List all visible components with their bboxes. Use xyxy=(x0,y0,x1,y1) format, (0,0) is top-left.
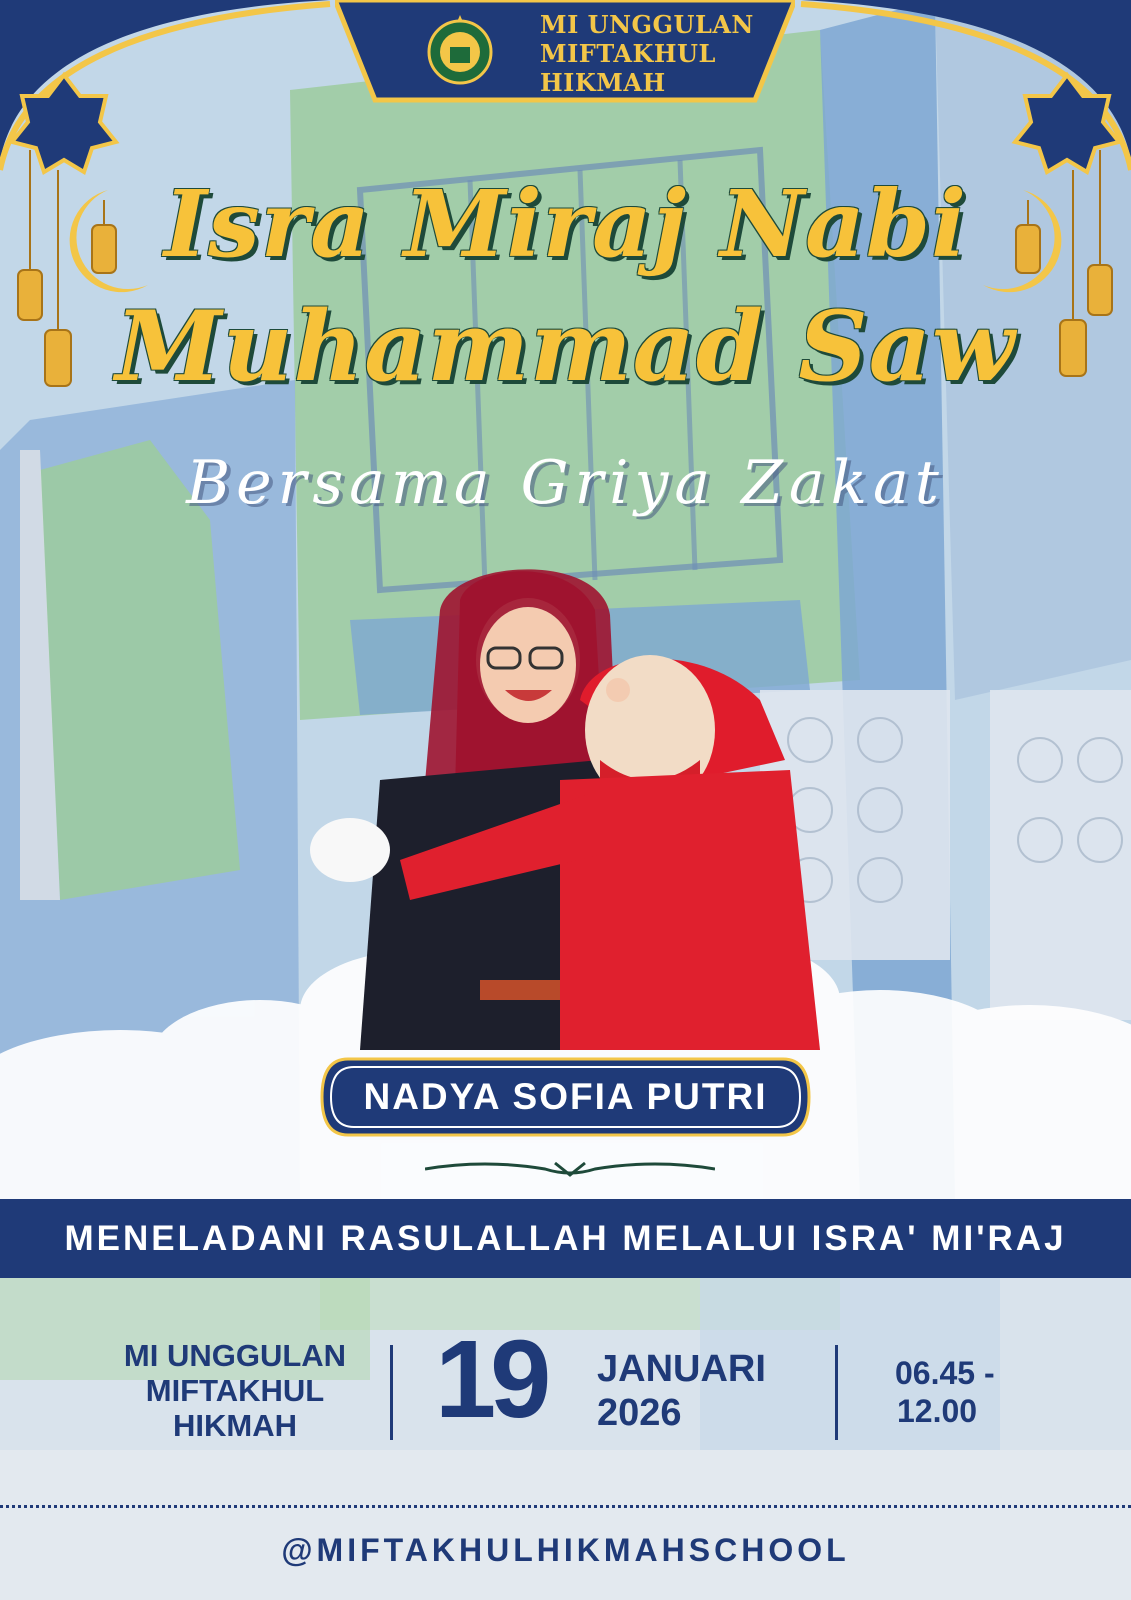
event-subtitle: Bersama Griya Zakat xyxy=(186,448,945,518)
social-media-handle: @MIFTAKHULHIKMAHSCHOOL xyxy=(281,1532,850,1568)
header-school-name-line: HIKMAH xyxy=(540,68,666,97)
header-school-name-line: MIFTAKHUL xyxy=(540,39,716,68)
event-theme: MENELADANI RASULALLAH MELALUI ISRA' MI'RAJ xyxy=(64,1219,1067,1258)
info-divider xyxy=(390,1345,393,1440)
event-date-month: JANUARI xyxy=(597,1348,766,1390)
footer-divider xyxy=(0,1505,1131,1508)
event-title-line-1: Isra Miraj Nabi xyxy=(163,170,968,278)
info-divider xyxy=(835,1345,838,1440)
event-date-year: 2026 xyxy=(597,1392,682,1434)
event-time-start: 06.45 - xyxy=(895,1355,995,1391)
event-venue xyxy=(95,1338,375,1443)
presenter-name: NADYA SOFIA PUTRI xyxy=(363,1076,768,1117)
event-title-line-2: Muhammad Saw xyxy=(115,290,1016,403)
swirl-divider-icon xyxy=(425,1155,715,1183)
header-school-name-line: MI UNGGULAN xyxy=(540,10,754,39)
event-time-end: 12.00 xyxy=(897,1393,978,1429)
event-venue-line: MI UNGGULAN xyxy=(123,1338,347,1373)
event-venue-line: MIFTAKHUL xyxy=(145,1373,325,1408)
event-date-day: 19 xyxy=(435,1318,546,1441)
event-venue-line: HIKMAH xyxy=(173,1408,297,1443)
